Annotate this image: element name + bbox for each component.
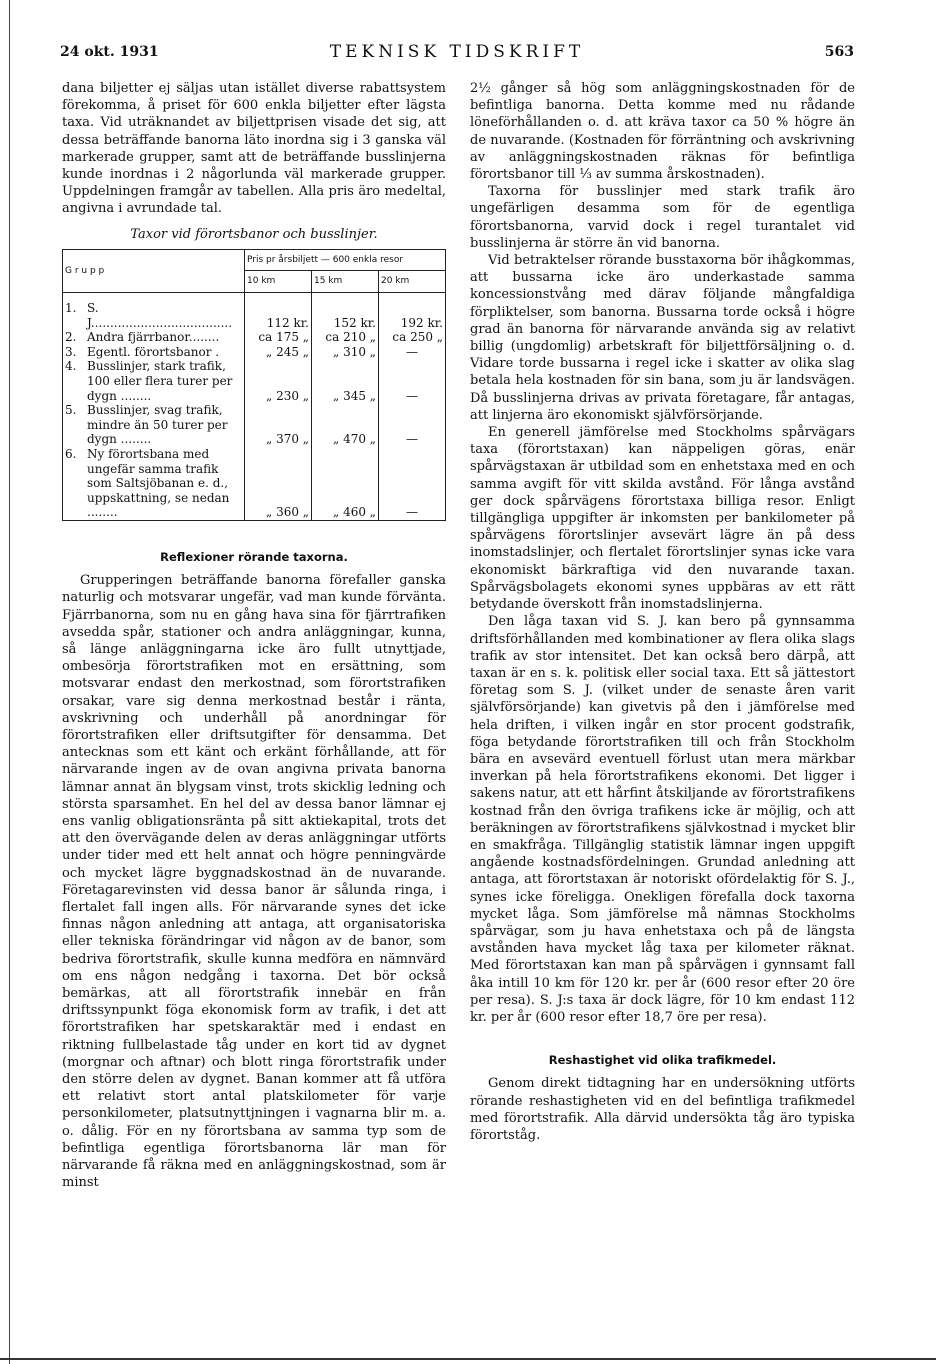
value-20km: ca 250 „ — [379, 330, 446, 345]
col-header-20km: 20 km — [379, 271, 446, 293]
col-header-15km: 15 km — [312, 271, 379, 293]
row-number: 2. — [63, 330, 86, 345]
value-20km: — — [379, 447, 446, 520]
section-heading: Reflexioner rörande taxorna. — [160, 549, 348, 564]
row-label: Ny förortsbana med ungefär samma trafik som Saltsjöbanan e. d., uppskattning, se nedan ........ — [85, 447, 245, 520]
table-row — [63, 330, 446, 345]
intro-paragraph: dana biljetter ej säljas utan istället diverse rabattsystem förekomma, å priset för 600 enkla biljetter efter lägsta taxa. Vid uträknandet av biljettprisen visade det sig, att dessa beträffande banorna läto inordna sig i 3 ganska väl markerade grupper, samt att de beträffande busslinjerna kunde inordnas i 2 någorlunda väl markerade grupper. Uppdelningen framgår av tabellen. Alla pris äro medeltal, angivna i avrundade tal. — [62, 81, 446, 217]
row-label: Busslinjer, svag trafik, mindre än 50 turer per dygn ........ — [87, 403, 228, 447]
page-number: 563 — [824, 44, 854, 60]
value-15km: „ 470 „ — [312, 403, 379, 447]
table-row — [63, 447, 446, 520]
value-20km: 192 kr. — [379, 301, 446, 330]
row-label: S. J..................................... — [87, 301, 233, 330]
page-bottom-rule — [0, 1358, 936, 1360]
fare-table — [62, 249, 446, 521]
table-row — [63, 301, 446, 330]
price-header: Pris pr årsbiljett — 600 enkla resor — [245, 249, 446, 271]
group-header: G r u p p — [63, 249, 245, 292]
row-label: Egentl. förortsbanor . — [87, 344, 220, 359]
value-10km: „ 245 „ — [245, 345, 312, 360]
row-number: 4. — [63, 359, 86, 403]
value-10km: 112 kr. — [245, 301, 312, 330]
table-row — [63, 359, 446, 403]
row-label: Andra fjärrbanor........ — [87, 330, 220, 345]
value-20km: — — [379, 359, 446, 403]
left-column — [62, 80, 446, 1191]
value-10km: „ 230 „ — [245, 359, 312, 403]
body-paragraph: Taxorna för busslinjer med stark trafik äro ungefärligen desamma som för de egentliga förortsbanorna, varvid dock i regel turantalet vid busslinjerna är större än vid banorna. — [470, 184, 855, 251]
col-header-10km: 10 km — [245, 271, 312, 293]
value-15km: „ 460 „ — [312, 447, 379, 520]
page-header — [60, 44, 854, 70]
row-label: Busslinjer, stark trafik, 100 eller flera turer per dygn ........ — [87, 359, 233, 403]
section-heading: Reshastighet vid olika trafikmedel. — [548, 1053, 777, 1068]
value-15km: „ 345 „ — [312, 359, 379, 403]
body-paragraph: Genom direkt tidtagning har en undersökning utförts rörande reshastigheten vid en del befintliga trafikmedel med förortstrafik. Alla därvid undersökta tåg äro typiska förortståg. — [470, 1076, 855, 1143]
header-date: 24 okt. 1931 — [60, 44, 159, 60]
body-paragraph: Den låga taxan vid S. J. kan bero på gynnsamma driftsförhållanden med kombinationer av flera olika slags trafik av stor intensitet. Det kan också bero därpå, att taxan är en s. k. politisk eller social taxa. Ett så jättestort företag som S. J. (vilket under de senaste åren varit självförsörjande) kan givetvis på den i jämförelse med hela driften, i vilken ingår en stor procent godstrafik, föga betydande förortstrafiken till och från Stockholm bära en avsevärd eventuell förlust utan mera märkbar inverkan på hela förortstrafikens ekonomi. Det ligger i sakens natur, att ett hårfint åtskiljande av förortstrafikens kostnad från den övriga trafikens icke är möjlig, och att beräkningen av förortstrafikens självkostnad i mycket blir en smakfråga. Tillgänglig statistik lämnar ingen uppgift angående kostnadsfördelningen. Grundad anledning att antaga, att förortstaxan är notoriskt ofördelaktig för S. J., synes icke föreligga. Onekligen förefalla dock taxorna mycket låga. Som jämförelse må nämnas Stockholms spårvägar, som ju hava enhetstaxa och på de längsta avstånden hava mycket låg taxa per kilometer räknat. Med förortstaxan kan man på spårvägen i gynnsamt fall åka intill 10 km för 120 kr. per år (600 resor efter 20 öre per resa). S. J:s taxa är dock lägre, för 10 km endast 112 kr. per år (600 resor efter 18,7 öre per resa). — [470, 614, 855, 1025]
journal-title: TEKNISK TIDSKRIFT — [329, 42, 585, 62]
body-paragraph: En generell jämförelse med Stockholms spårvägars taxa (förortstaxan) kan näppeligen göras, enär spårvägstaxan är utbildad som en enhetstaxa med en och samma avgift för vitt skilda avstånd. För långa avstånd ger dock spårvägens förortstaxa billiga resor. Enligt tillgängliga uppgifter är inkomsten per bankilometer på spårvägens förortslinjer avsevärt lägre än på dess inomstadslinjer, och flertalet förortslinjer synas icke vara ekonomiskt bärkraftiga vid den nuvarande taxan. Spårvägsbolagets ekonomi synes uppbäras av ett rätt betydande överskott från inomstadslinjerna. — [470, 425, 855, 613]
row-number: 5. — [63, 403, 86, 447]
value-20km: — — [379, 345, 446, 360]
row-number: 6. — [63, 447, 86, 520]
value-15km: „ 310 „ — [312, 345, 379, 360]
value-10km: „ 370 „ — [245, 403, 312, 447]
value-10km: „ 360 „ — [245, 447, 312, 520]
body-paragraph: Grupperingen beträffande banorna förefaller ganska naturlig och motsvarar ungefär, vad man kunde förvänta. Fjärrbanorna, som nu en gång hava sina för fjärrtrafiken avsedda spår, stationer och andra anläggningar, kunna, så länge anläggningarna icke äro fullt utnyttjade, ombesörja förortstrafiken mot en ersättning, som motsvarar endast den merkostnad, som förortstrafiken orsakar, vare sig denna merkostnad består i ränta, avskrivning och underhåll på anordningar för förortstrafiken eller driftsutgifter för densamma. Det antecknas som ett känt och erkänt förhållande, att för närvarande ingen av de ovan angivna privata banorna lämnar annat än blygsam vinst, trots skicklig ledning och största sparsamhet. En hel del av dessa banor lämnar ej ens vanlig obligationsränta på sitt aktiekapital, trots det att den övervägande delen av deras anläggningar utförts under tider med ett helt annat och högre penningvärde och mycket lägre byggnadskostnad än de nuvarande. Företagarevinsten vid dessa banor är sålunda ringa, i flertalet fall ingen alls. För närvarande synes det icke finnas någon anledning att antaga, att organisatoriska eller tekniska förändringar vid någon av de banor, som bedriva förortstrafik, skulle kunna medföra en nämnvärd om ens någon nedgång i taxorna. Det bör också bemärkas, att all förortstrafik innebär en från driftssynpunkt föga ekonomisk form av trafik, i det att förortstrafiken har spetskaraktär med i endast en riktning fullbelastade tåg under en kort tid av dygnet (morgnar och aftnar) och blott ringa förortstrafik under den större delen av dygnet. Banan kommer att få utföra ett relativt stort antal platskilometer för varje personkilometer, platsutnyttjningen i vagnarna blir m. a. o. dålig. För en ny förortsbana av samma typ som de befintliga egentliga förortsbanorna lär man för närvarande få räkna med en anläggningskostnad, som är minst — [62, 573, 446, 1191]
value-10km: ca 175 „ — [245, 330, 312, 345]
value-15km: 152 kr. — [312, 301, 379, 330]
table-row — [63, 345, 446, 360]
row-number: 3. — [63, 345, 86, 360]
table-caption: Taxor vid förortsbanor och busslinjer. — [130, 226, 378, 242]
value-15km: ca 210 „ — [312, 330, 379, 345]
value-20km: — — [379, 403, 446, 447]
body-paragraph: Vid betraktelser rörande busstaxorna bör ihågkommas, att bussarna icke äro underkastade samma koncessionstvång med därav följande mångfaldiga förpliktelser, som banorna. Bussarna torde också i högre grad än banorna för närvarande använda sig av relativt billig (ungdomlig) arbetskraft för biljettförsäljning o. d. Vidare torde bussarna i regel icke i skatter av olika slag betala hela kostnaden för sin bana, som ju är landsvägen. Då busslinjerna drivas av privata företagare, får antagas, att linjerna äro ekonomiskt självförsörjande. — [470, 253, 855, 423]
table-row — [63, 403, 446, 447]
row-number: 1. — [63, 301, 86, 330]
page-left-rule — [9, 0, 10, 1364]
right-column — [470, 80, 855, 1144]
body-paragraph: 2½ gånger så hög som anläggningskostnaden för de befintliga banorna. Detta komme med nu rådande löneförhållanden o. d. att kräva taxor ca 50 % högre än de nuvarande. (Kostnaden för förräntning och avskrivning av anläggningskostnaden räknas för befintliga förortsbanor till ⅓ av summa årskostnaden). — [470, 81, 855, 183]
